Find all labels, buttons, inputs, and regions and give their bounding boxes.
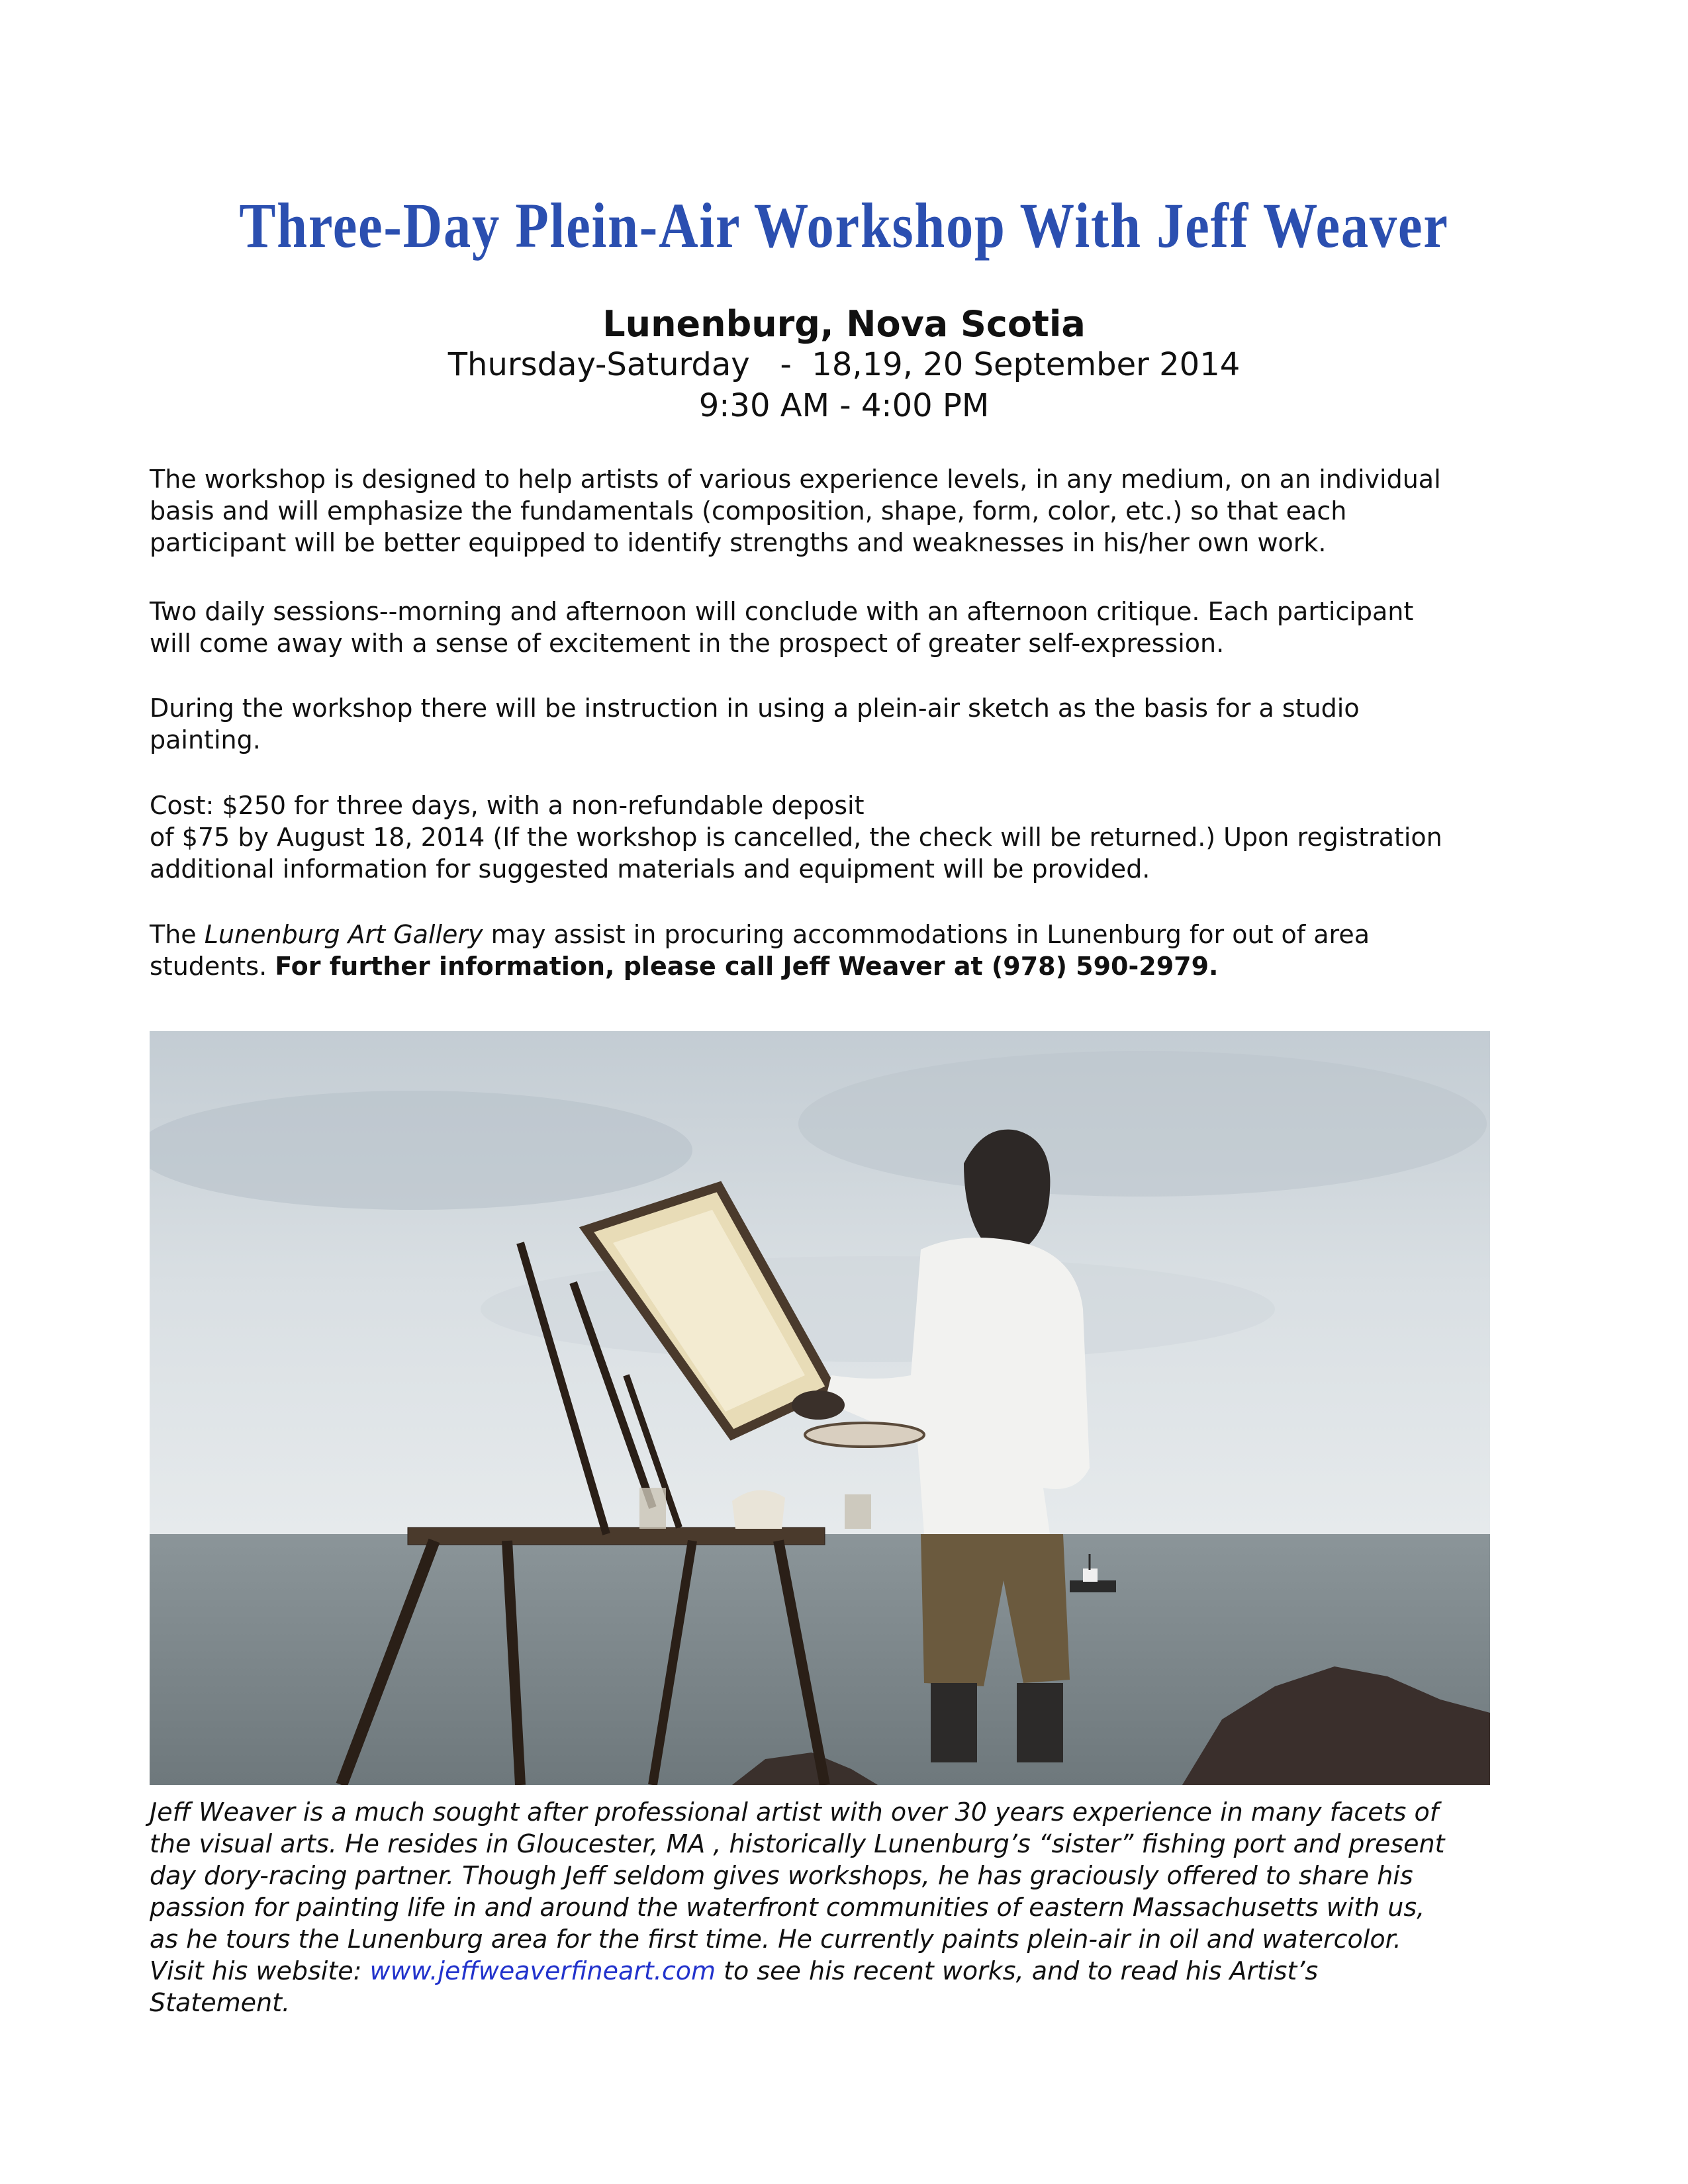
caption-line: passion for painting life in and around the waterfront communities of eastern Massachusetts with us, xyxy=(150,1893,1425,1922)
intro-line: The workshop is designed to help artists of various experience levels, in any medium, on an individual xyxy=(150,465,1441,494)
instruction-paragraph xyxy=(150,692,1546,756)
intro-paragraph xyxy=(150,463,1546,559)
website-link[interactable]: www.jeffweaverfineart.com xyxy=(369,1956,716,1985)
caption-line: Statement. xyxy=(150,1988,291,2017)
website-suffix: to see his recent works, and to read his Artist’s xyxy=(716,1956,1319,1985)
location-heading: Lunenburg, Nova Scotia xyxy=(602,303,1086,345)
intro-line: participant will be better equipped to identify strengths and weaknesses in his/her own work. xyxy=(150,528,1327,557)
workshop-dates: Thursday-Saturday - 18,19, 20 September 2014 xyxy=(447,346,1241,383)
instruction-line: painting. xyxy=(150,725,261,754)
gallery-paragraph xyxy=(150,919,1546,982)
gallery-line xyxy=(150,950,1546,982)
intro-line: basis and will emphasize the fundamentals (composition, shape, form, color, etc.) so that each xyxy=(150,496,1347,525)
sessions-line: Two daily sessions--morning and afternoon will conclude with an afternoon critique. Each participant xyxy=(150,597,1414,626)
website-prefix: Visit his website: xyxy=(150,1956,370,1985)
sessions-line: will come away with a sense of excitement in the prospect of greater self-expression. xyxy=(150,629,1225,658)
caption-line: as he tours the Lunenburg area for the first time. He currently paints plein-air in oil and watercolor. xyxy=(150,1925,1401,1954)
caption-line xyxy=(150,1955,1573,1987)
gallery-line xyxy=(150,919,1546,950)
artist-bio-caption xyxy=(150,1796,1573,2019)
page-title: Three-Day Plein-Air Workshop With Jeff Weaver xyxy=(239,190,1449,261)
artist-photo xyxy=(150,1031,1490,1785)
workshop-times: 9:30 AM - 4:00 PM xyxy=(698,387,990,424)
caption-line: Jeff Weaver is a much sought after professional artist with over 30 years experience in many facets of xyxy=(150,1797,1439,1827)
contact-info: For further information, please call Jeff Weaver at (978) 590-2979. xyxy=(275,952,1219,981)
cost-line: additional information for suggested materials and equipment will be provided. xyxy=(150,854,1150,884)
gallery-name: Lunenburg Art Gallery xyxy=(204,920,483,949)
instruction-line: During the workshop there will be instruction in using a plein-air sketch as the basis for a studio xyxy=(150,694,1360,723)
caption-line: the visual arts. He resides in Gloucester, MA , historically Lunenburg’s “sister” fishing port and present xyxy=(150,1829,1445,1858)
cost-line: Cost: $250 for three days, with a non-refundable deposit xyxy=(150,791,865,820)
caption-line: day dory-racing partner. Though Jeff seldom gives workshops, he has graciously offered to share his xyxy=(150,1861,1413,1890)
sessions-paragraph xyxy=(150,596,1546,659)
gallery-prefix: The xyxy=(150,920,205,949)
gallery-suffix: may assist in procuring accommodations in Lunenburg for out of area xyxy=(483,920,1370,949)
students-prefix: students. xyxy=(150,952,275,981)
cost-paragraph xyxy=(150,790,1546,885)
cost-line: of $75 by August 18, 2014 (If the workshop is cancelled, the check will be returned.) Upon registration xyxy=(150,823,1442,852)
